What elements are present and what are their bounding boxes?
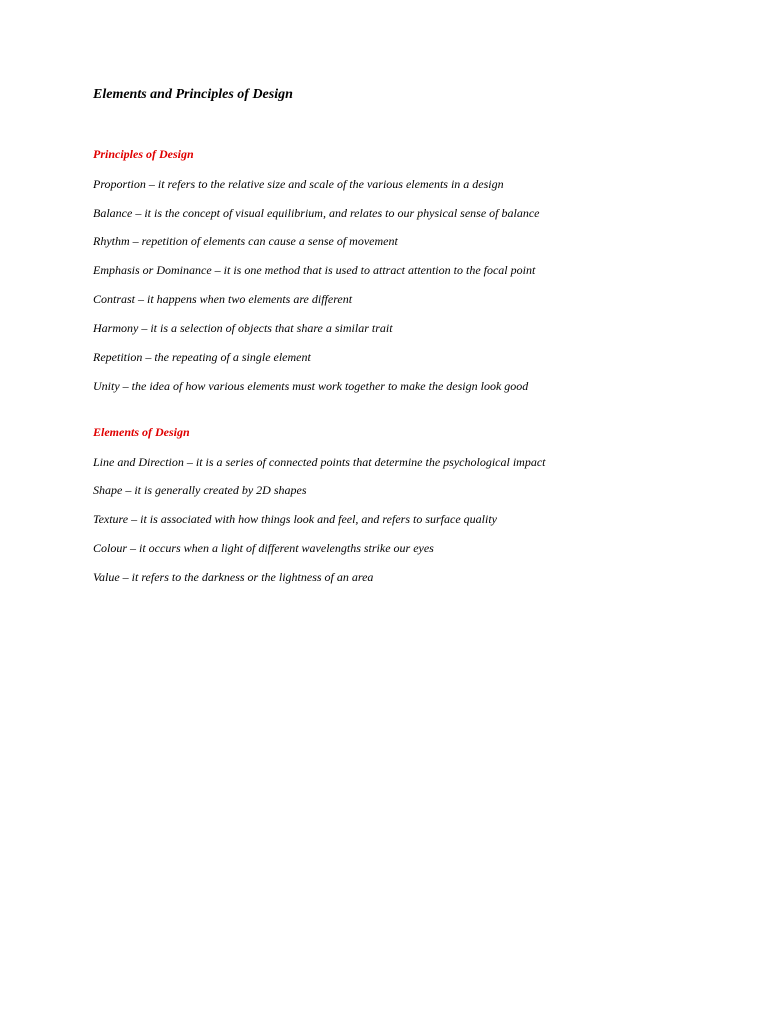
element-item-shape: Shape – it is generally created by 2D shapes	[93, 483, 307, 497]
element-item-value: Value – it refers to the darkness or the lightness of an area	[93, 570, 374, 584]
principle-item-rhythm: Rhythm – repetition of elements can cause a sense of movement	[93, 234, 398, 248]
document-title: Elements and Principles of Design	[93, 87, 293, 102]
principle-item-balance: Balance – it is the concept of visual equilibrium, and relates to our physical sense of balance	[93, 206, 540, 220]
principle-item-proportion: Proportion – it refers to the relative size and scale of the various elements in a design	[93, 177, 504, 191]
principle-item-emphasis: Emphasis or Dominance – it is one method that is used to attract attention to the focal point	[93, 263, 536, 277]
principles-heading: Principles of Design	[93, 147, 194, 161]
principle-item-harmony: Harmony – it is a selection of objects that share a similar trait	[93, 321, 393, 335]
principle-item-repetition: Repetition – the repeating of a single element	[93, 350, 311, 364]
principle-item-unity: Unity – the idea of how various elements must work together to make the design look good	[93, 379, 529, 393]
element-item-colour: Colour – it occurs when a light of different wavelengths strike our eyes	[93, 541, 434, 555]
elements-heading: Elements of Design	[93, 425, 190, 439]
principle-item-contrast: Contrast – it happens when two elements are different	[93, 292, 353, 306]
element-item-texture: Texture – it is associated with how things look and feel, and refers to surface quality	[93, 512, 497, 526]
element-item-line: Line and Direction – it is a series of connected points that determine the psychological impact	[93, 455, 546, 469]
